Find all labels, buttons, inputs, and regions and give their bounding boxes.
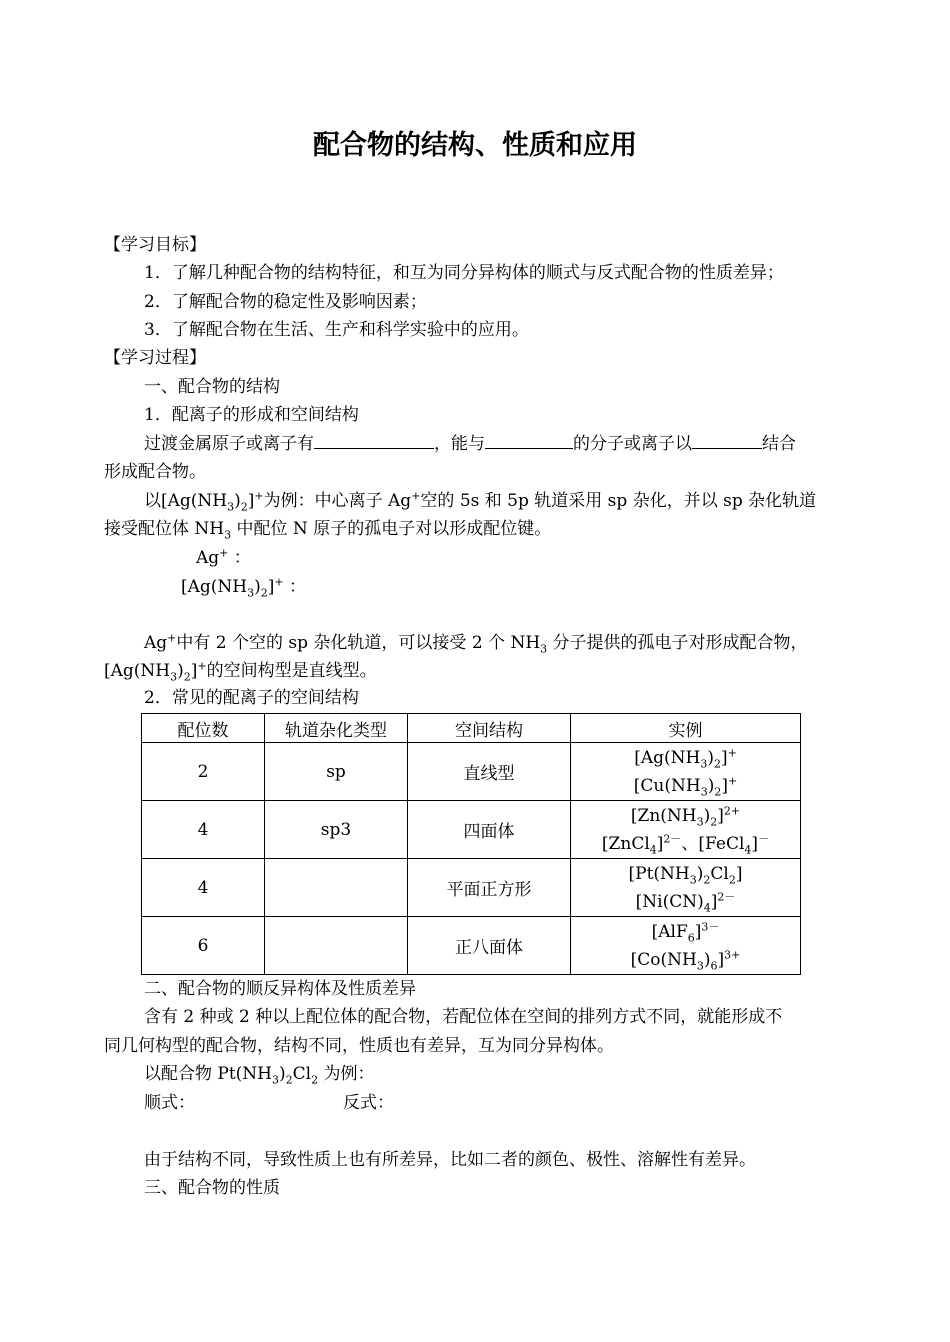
subscript: 3	[696, 958, 704, 972]
answer-blank-1[interactable]	[314, 432, 434, 449]
superscript: 2+	[723, 803, 741, 817]
table-row	[142, 917, 801, 975]
cell-coordination-number: 4	[142, 859, 265, 917]
text: [AlF	[651, 921, 688, 942]
subscript: 4	[703, 900, 711, 914]
subscript: 3	[700, 756, 708, 770]
text: Cl	[710, 863, 729, 884]
superscript: +	[727, 745, 737, 759]
text: 为例：	[318, 1064, 375, 1084]
text: [Ag(NH	[104, 661, 171, 681]
example-formula	[571, 802, 800, 830]
example-formula	[571, 744, 800, 772]
subscript: 2	[183, 670, 191, 684]
text: )	[703, 949, 711, 970]
text: ]	[721, 775, 728, 796]
text: [Cu(NH	[633, 775, 701, 796]
subscript: 6	[710, 958, 718, 972]
example-formula	[571, 946, 800, 974]
text: ]	[190, 661, 198, 681]
explain-line-2	[104, 659, 377, 683]
cis-label: 顺式：	[144, 1093, 195, 1113]
superscript: +	[197, 659, 207, 673]
cell-geometry: 平面正方形	[408, 859, 571, 917]
cell-hybridization: sp	[265, 743, 408, 801]
subscript: 3	[227, 500, 235, 514]
subscript: 3	[689, 872, 697, 886]
subscript: 2	[285, 1073, 293, 1087]
subscript: 3	[540, 642, 548, 656]
subscript: 2	[260, 586, 268, 600]
part1-heading: 一、配合物的结构	[144, 377, 280, 397]
text: 以[Ag(NH	[144, 491, 228, 511]
text: ]	[751, 833, 759, 854]
cell-geometry: 直线型	[408, 743, 571, 801]
fill-in-sentence	[144, 432, 796, 456]
text: ]	[710, 891, 718, 912]
cell-coordination-number: 4	[142, 801, 265, 859]
cell-examples	[571, 917, 801, 975]
text: 分子提供的孤电子对形成配合物，	[547, 633, 808, 653]
trans-label: 反式：	[343, 1093, 394, 1113]
subscript: 2	[710, 814, 718, 828]
example-formula	[571, 918, 800, 946]
subscript: 3	[224, 528, 232, 542]
subscript: 4	[744, 842, 752, 856]
text: ]	[267, 577, 275, 597]
table-header-row	[142, 714, 801, 743]
superscript: 3－	[701, 919, 720, 933]
example-formula	[571, 860, 800, 888]
subscript: 3	[170, 670, 178, 684]
sub2-heading: 2．常见的配离子的空间结构	[144, 688, 359, 708]
subscript: 2	[311, 1073, 319, 1087]
superscript: +	[219, 546, 229, 560]
text: )	[234, 491, 241, 511]
text: 、[FeCl	[681, 833, 745, 854]
superscript: +	[167, 631, 177, 645]
text: ]	[247, 491, 255, 511]
text: [Ni(CN)	[635, 891, 704, 912]
cell-geometry: 四面体	[408, 801, 571, 859]
text: Ag	[196, 548, 220, 568]
text: [Zn(NH	[630, 805, 697, 826]
subscript: 2	[240, 500, 248, 514]
header-hybridization: 轨道杂化类型	[265, 714, 408, 743]
example-line-1	[144, 489, 816, 513]
cell-hybridization	[265, 917, 408, 975]
subscript: 4	[649, 842, 657, 856]
answer-blank-3[interactable]	[692, 432, 762, 449]
header-examples: 实例	[571, 714, 801, 743]
sub1-heading: 1．配离子的形成和空间结构	[144, 405, 359, 425]
text: 空的 5s 和 5p 轨道采用 sp 杂化，并以 sp 杂化轨道	[420, 491, 817, 511]
text: ]	[656, 833, 664, 854]
text: ]	[735, 863, 743, 884]
text: 以配合物 Pt(NH	[144, 1064, 273, 1084]
fill-text-e: 形成配合物。	[104, 462, 206, 482]
process-heading: 【学习过程】	[104, 348, 206, 368]
subscript: 3	[700, 784, 708, 798]
difference-text: 由于结构不同，导致性质上也有所差异，比如二者的颜色、极性、溶解性有差异。	[144, 1150, 756, 1170]
header-geometry: 空间结构	[408, 714, 571, 743]
text: 接受配位体 NH	[104, 519, 225, 539]
table-row	[142, 859, 801, 917]
complex-ion-label	[181, 575, 306, 599]
superscript: 2－	[663, 831, 682, 845]
text: )	[254, 577, 261, 597]
document-title: 配合物的结构、性质和应用	[313, 130, 637, 161]
text: )	[707, 747, 714, 768]
subscript: 2	[703, 872, 711, 886]
fill-text-d: 结合	[762, 434, 796, 454]
objective-item: 2．了解配合物的稳定性及影响因素；	[144, 292, 427, 312]
text: )	[696, 863, 704, 884]
subscript: 3	[272, 1073, 280, 1087]
cell-coordination-number: 6	[142, 917, 265, 975]
subscript: 6	[687, 930, 695, 944]
subscript: 3	[247, 586, 255, 600]
subscript: 2	[713, 756, 721, 770]
table-row	[142, 801, 801, 859]
cell-coordination-number: 2	[142, 743, 265, 801]
text: ]	[694, 921, 702, 942]
text: [Ag(NH	[181, 577, 248, 597]
text: 中有 2 个空的 sp 杂化轨道，可以接受 2 个 NH	[176, 633, 541, 653]
superscript: +	[254, 489, 264, 503]
complex-ion-structure-table	[141, 713, 801, 975]
text: [Ag(NH	[634, 747, 701, 768]
cell-geometry: 正八面体	[408, 917, 571, 975]
text: 中配位 N 原子的孤电子对以形成配位键。	[231, 519, 552, 539]
cell-hybridization	[265, 859, 408, 917]
part3-heading: 三、配合物的性质	[144, 1178, 280, 1198]
text: [Pt(NH	[628, 863, 690, 884]
text: ：	[283, 577, 307, 597]
table-row	[142, 743, 801, 801]
explain-line-1	[144, 631, 808, 655]
text: Ag	[144, 633, 168, 653]
example-formula	[571, 772, 800, 800]
fill-text-c: 的分子或离子以	[573, 434, 692, 454]
text: )	[279, 1064, 286, 1084]
header-coordination-number: 配位数	[142, 714, 265, 743]
example-formula	[571, 830, 800, 858]
fill-text-a: 过渡金属原子或离子有	[144, 434, 314, 454]
cell-examples	[571, 801, 801, 859]
subscript: 2	[714, 784, 722, 798]
superscript: 3+	[724, 947, 741, 961]
objective-item: 1．了解几种配合物的结构特征，和互为同分异构体的顺式与反式配合物的性质差异；	[144, 263, 784, 283]
fill-text-b: ，能与	[434, 434, 485, 454]
superscript: －	[758, 831, 770, 845]
text: [Co(NH	[630, 949, 697, 970]
text: ]	[720, 747, 728, 768]
text: ]	[717, 949, 725, 970]
pt-example-line	[144, 1062, 375, 1086]
part2-paragraph-line: 同几何构型的配合物，结构不同，性质也有差异，互为同分异构体。	[104, 1036, 614, 1056]
cell-examples	[571, 859, 801, 917]
ag-ion-label	[196, 546, 251, 570]
text: 的空间构型是直线型。	[206, 661, 377, 681]
example-line-2	[104, 517, 551, 541]
text: 为例：中心离子 Ag	[263, 491, 412, 511]
cell-hybridization: sp3	[265, 801, 408, 859]
text: )	[177, 661, 184, 681]
answer-blank-2[interactable]	[485, 432, 573, 449]
text: ]	[717, 805, 724, 826]
superscript: +	[727, 773, 738, 787]
part2-heading: 二、配合物的顺反异构体及性质差异	[144, 979, 416, 999]
text: Cl	[292, 1064, 312, 1084]
superscript: +	[274, 575, 284, 589]
objectives-heading: 【学习目标】	[104, 235, 206, 255]
text: [ZnCl	[601, 833, 650, 854]
superscript: 2－	[717, 889, 736, 903]
subscript: 3	[696, 814, 704, 828]
objective-item: 3．了解配合物在生活、生产和科学实验中的应用。	[144, 320, 529, 340]
text: ：	[228, 548, 251, 568]
cell-examples	[571, 743, 801, 801]
example-formula	[571, 888, 800, 916]
text: )	[703, 805, 711, 826]
part2-paragraph-line: 含有 2 种或 2 种以上配位体的配合物，若配位体在空间的排列方式不同，就能形成不	[144, 1007, 783, 1027]
superscript: +	[411, 489, 421, 503]
subscript: 2	[728, 872, 736, 886]
text: )	[707, 775, 715, 796]
